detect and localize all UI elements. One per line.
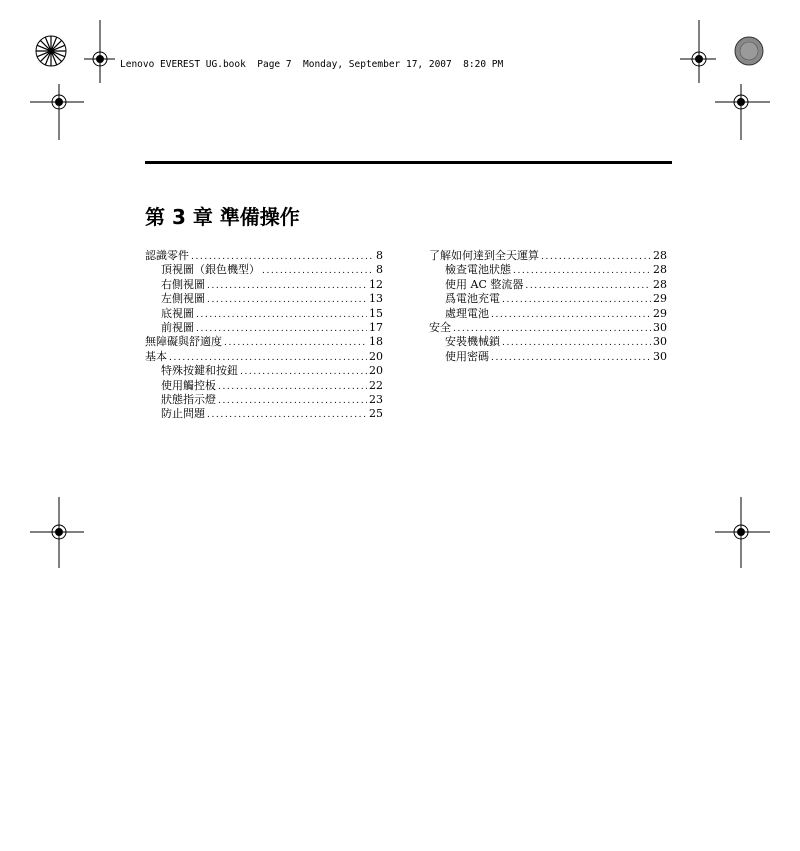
target-mark-top-left-vertical xyxy=(30,84,84,140)
toc-leader-dots xyxy=(207,408,367,422)
toc-leader-dots xyxy=(240,365,367,379)
toc-entry[interactable] xyxy=(145,307,383,321)
toc-column-right xyxy=(429,249,667,364)
toc-entry-label: 安全 xyxy=(429,320,451,334)
toc-entry-label: 使用 AC 整流器 xyxy=(445,277,524,291)
toc-entry-page: 28 xyxy=(653,249,667,262)
toc-entry[interactable] xyxy=(145,292,383,306)
toc-entry-label: 基本 xyxy=(145,349,167,363)
toc-entry-label: 使用密碼 xyxy=(445,349,489,363)
toc-entry-page: 29 xyxy=(653,306,667,320)
running-head: Lenovo EVEREST UG.book Page 7 Monday, September 17, 2007 8:20 PM xyxy=(120,59,504,70)
toc-entry[interactable] xyxy=(429,307,667,321)
toc-entry-page: 18 xyxy=(369,335,383,349)
toc-entry[interactable] xyxy=(145,335,383,349)
toc-entry-label: 檢查電池狀態 xyxy=(445,263,511,277)
toc-entry-label: 前視圖 xyxy=(161,320,194,334)
toc-entry-page: 30 xyxy=(653,320,667,334)
toc-entry-page: 29 xyxy=(653,292,667,306)
toc-entry-page: 23 xyxy=(369,392,383,406)
toc-leader-dots xyxy=(196,308,367,322)
toc-entry-label: 左側視圖 xyxy=(161,292,205,306)
toc-entry-label: 使用觸控板 xyxy=(161,378,216,392)
toc-leader-dots xyxy=(218,394,367,408)
toc-leader-dots xyxy=(513,264,651,278)
target-mark-top-right-horizontal xyxy=(680,20,716,83)
toc-leader-dots xyxy=(491,308,651,322)
chapter-title: 第 3 章 準備操作 xyxy=(145,205,300,229)
toc-leader-dots xyxy=(207,279,367,293)
toc-entry[interactable] xyxy=(429,350,667,364)
toc-entry-label: 底視圖 xyxy=(161,306,194,320)
toc-entry[interactable] xyxy=(429,249,667,263)
target-mark-middle-right xyxy=(715,497,770,568)
toc-entry[interactable] xyxy=(429,278,667,292)
toc-leader-dots xyxy=(525,279,651,293)
toc-leader-dots xyxy=(224,336,367,350)
toc-entry[interactable] xyxy=(145,263,383,277)
target-mark-top-left-horizontal xyxy=(84,20,115,83)
toc-entry-label: 頂視圖（銀色機型） xyxy=(161,263,260,277)
chapter-rule xyxy=(145,161,672,164)
toc-entry[interactable] xyxy=(145,350,383,364)
toc-entry-label: 狀態指示燈 xyxy=(161,392,216,406)
toc-entry[interactable] xyxy=(429,292,667,306)
toc-entry-page: 30 xyxy=(653,335,667,349)
toc-entry-label: 防止問題 xyxy=(161,407,205,421)
toc-entry-label: 無障礙與舒適度 xyxy=(145,335,222,349)
toc-entry[interactable] xyxy=(145,407,383,421)
target-mark-middle-left xyxy=(30,497,84,568)
toc-entry[interactable] xyxy=(145,249,383,263)
toc-entry[interactable] xyxy=(429,335,667,349)
toc-entry-page: 15 xyxy=(369,306,383,320)
toc-column-left xyxy=(145,249,383,422)
toc-entry-label: 爲電池充電 xyxy=(445,292,500,306)
toc-entry-page: 17 xyxy=(369,320,383,334)
toc-entry-label: 右側視圖 xyxy=(161,277,205,291)
toc-entry[interactable] xyxy=(145,379,383,393)
toc-entry-page: 28 xyxy=(653,277,667,291)
toc-entry[interactable] xyxy=(429,321,667,335)
registration-starburst-top-left xyxy=(36,36,66,66)
toc-leader-dots xyxy=(207,293,367,307)
toc-entry[interactable] xyxy=(429,263,667,277)
toc-leader-dots xyxy=(262,264,374,278)
toc-entry-page: 25 xyxy=(369,407,383,421)
toc-entry-page: 13 xyxy=(369,292,383,306)
toc-leader-dots xyxy=(502,336,651,350)
toc-entry-page: 30 xyxy=(653,349,667,363)
toc-entry[interactable] xyxy=(145,278,383,292)
toc-entry-page: 20 xyxy=(369,364,383,378)
toc-leader-dots xyxy=(541,250,651,264)
toc-entry-label: 處理電池 xyxy=(445,306,489,320)
toc-leader-dots xyxy=(491,351,651,365)
toc-entry-label: 安裝機械鎖 xyxy=(445,335,500,349)
toc-entry-page: 28 xyxy=(653,263,667,277)
registration-disc-top-right xyxy=(735,37,763,65)
toc-leader-dots xyxy=(502,293,651,307)
toc-entry-page: 22 xyxy=(369,378,383,392)
toc-entry[interactable] xyxy=(145,364,383,378)
toc-entry-page: 8 xyxy=(376,263,383,277)
toc-leader-dots xyxy=(169,351,367,365)
toc-entry-page: 12 xyxy=(369,277,383,291)
toc-entry[interactable] xyxy=(145,321,383,335)
toc-entry-label: 特殊按鍵和按鈕 xyxy=(161,364,238,378)
toc-entry-page: 8 xyxy=(376,249,383,262)
toc-entry-label: 了解如何達到全天運算 xyxy=(429,249,539,262)
target-mark-top-right-vertical xyxy=(715,84,770,140)
toc-entry-page: 20 xyxy=(369,349,383,363)
toc-entry[interactable] xyxy=(145,393,383,407)
toc-entry-label: 認識零件 xyxy=(145,249,189,262)
toc-leader-dots xyxy=(218,380,367,394)
